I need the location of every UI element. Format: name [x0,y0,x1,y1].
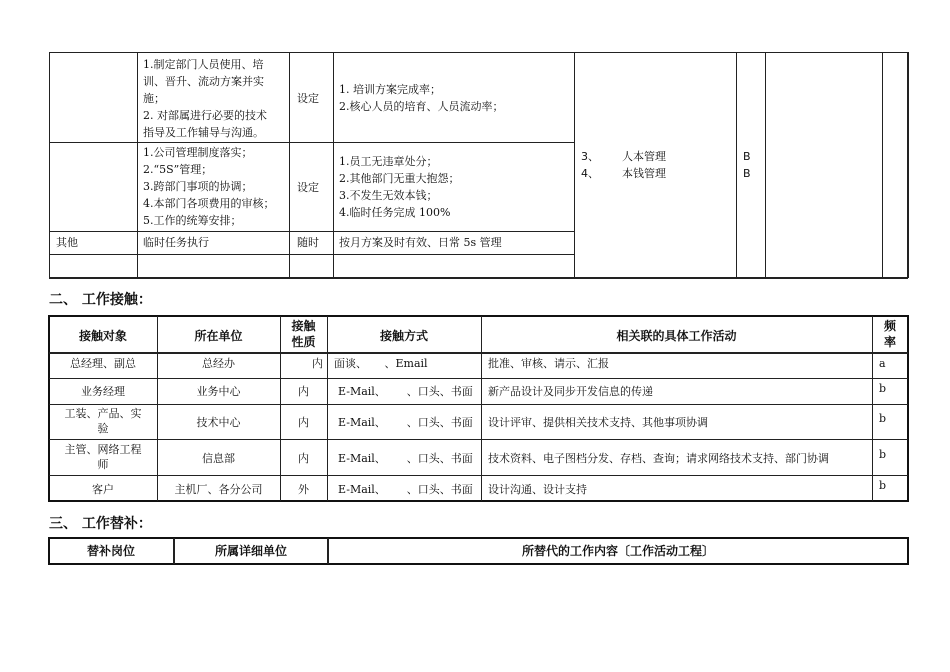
contact-object-line-1: 主管、网络工程 [64,443,142,456]
contact-activity: 技术资料、电子图档分发、存档、查询；请求网络技术支持、部门协调 [488,452,829,465]
row1-duty-line-3: 施； [143,92,165,105]
header-replacement-position: 替补岗位 [86,544,135,558]
contact-object-line-1: 工装、产品、实 [64,407,142,420]
contact-unit: 主机厂、各分公司 [174,483,263,496]
contact-object: 客户 [92,483,114,496]
row1-duty-line-4: 2. 对部属进行必要的技术 [143,109,267,122]
row1-duty-line-1: 1.制定部门人员使用、培 [143,58,264,71]
contact-method: 面谈、 、Email [334,357,428,370]
contact-activity: 设计评审、提供相关技术支持、其他事项协调 [488,416,708,429]
row2-duty-line-3: 3.跨部门事项的协调； [143,180,253,193]
contact-unit: 业务中心 [196,385,241,398]
contact-method: E-Mail、 、口头、书面 [338,416,473,429]
contact-method: E-Mail、 、口头、书面 [338,385,473,398]
header-frequency-line-1: 频 [883,319,896,333]
row3-type: 随时 [297,236,319,249]
contact-nature: 内 [312,357,323,370]
row2-duty-line-5: 5.工作的统筹安排； [143,214,242,227]
contact-nature: 内 [298,452,309,465]
merged-item-1-text: 人本管理 [622,150,666,163]
contact-frequency: b [879,412,887,425]
section-3-title: 三、 工作替补： [49,516,152,532]
row2-duty-line-1: 1.公司管理制度落实； [143,146,253,159]
contact-frequency: b [879,382,887,395]
contact-method: E-Mail、 、口头、书面 [338,483,473,496]
row3-category: 其他 [56,236,78,249]
contact-object: 业务经理 [81,385,125,398]
header-activity: 相关联的具体工作活动 [616,329,737,343]
section-2-title: 二、 工作接触： [49,292,152,308]
contact-object-line-2: 验 [97,422,109,435]
header-frequency-line-2: 率 [883,335,896,349]
header-method: 接触方式 [379,329,428,343]
contact-nature: 外 [298,483,309,496]
row1-metric-line-2: 2.核心人员的培育、人员流动率； [339,100,504,113]
merged-item-2-number: 4、 [581,167,599,180]
contact-object: 总经理、副总 [70,357,136,370]
contact-unit: 技术中心 [196,416,241,429]
row2-metric-line-3: 3.不发生无效本钱； [339,189,438,202]
contact-activity: 批准、审核、请示、汇报 [488,357,609,370]
row2-duty-line-2: 2.“5S”管理； [143,163,213,176]
row1-duty-line-2: 训、晋升、流动方案并实 [143,75,264,88]
header-replaced-content: 所替代的工作内容〔工作活动工程〕 [521,544,714,558]
merged-item-2-text: 本钱管理 [622,167,666,180]
header-contact-object: 接触对象 [78,329,127,343]
contact-activity: 新产品设计及同步开发信息的传递 [488,385,653,398]
row2-metric-line-4: 4.临时任务完成 100% [339,206,451,219]
row2-metric-line-2: 2.其他部门无重大抱怨； [339,172,460,185]
contact-object-line-2: 师 [97,458,109,471]
header-nature-line-2: 性质 [291,335,316,349]
header-nature-line-1: 接触 [291,319,316,333]
contact-unit: 信息部 [202,452,235,465]
contact-nature: 内 [298,385,309,398]
header-unit: 所在单位 [194,329,243,343]
header-detailed-unit: 所属详细单位 [214,544,287,558]
contact-frequency: b [879,479,887,492]
contact-nature: 内 [298,416,309,429]
row2-duty-line-4: 4.本部门各项费用的审核； [143,197,275,210]
contact-frequency: b [879,448,887,461]
row1-duty-line-5: 指导及工作辅导与沟通。 [143,126,264,139]
row1-type: 设定 [297,92,319,105]
row3-duty: 临时任务执行 [143,236,209,249]
contact-activity: 设计沟通、设计支持 [488,483,587,496]
contact-method: E-Mail、 、口头、书面 [338,452,473,465]
row1-metric-line-1: 1. 培训方案完成率； [339,83,441,96]
merged-item-1-number: 3、 [581,150,599,163]
row2-metric-line-1: 1.员工无违章处分； [339,155,438,168]
contact-frequency: a [879,357,886,370]
row2-type: 设定 [297,181,319,194]
merged-grade-1: B [743,150,751,163]
row3-metric: 按月方案及时有效、日常 5s 管理 [339,236,502,249]
contact-unit: 总经办 [202,357,235,370]
merged-grade-2: B [743,167,751,180]
